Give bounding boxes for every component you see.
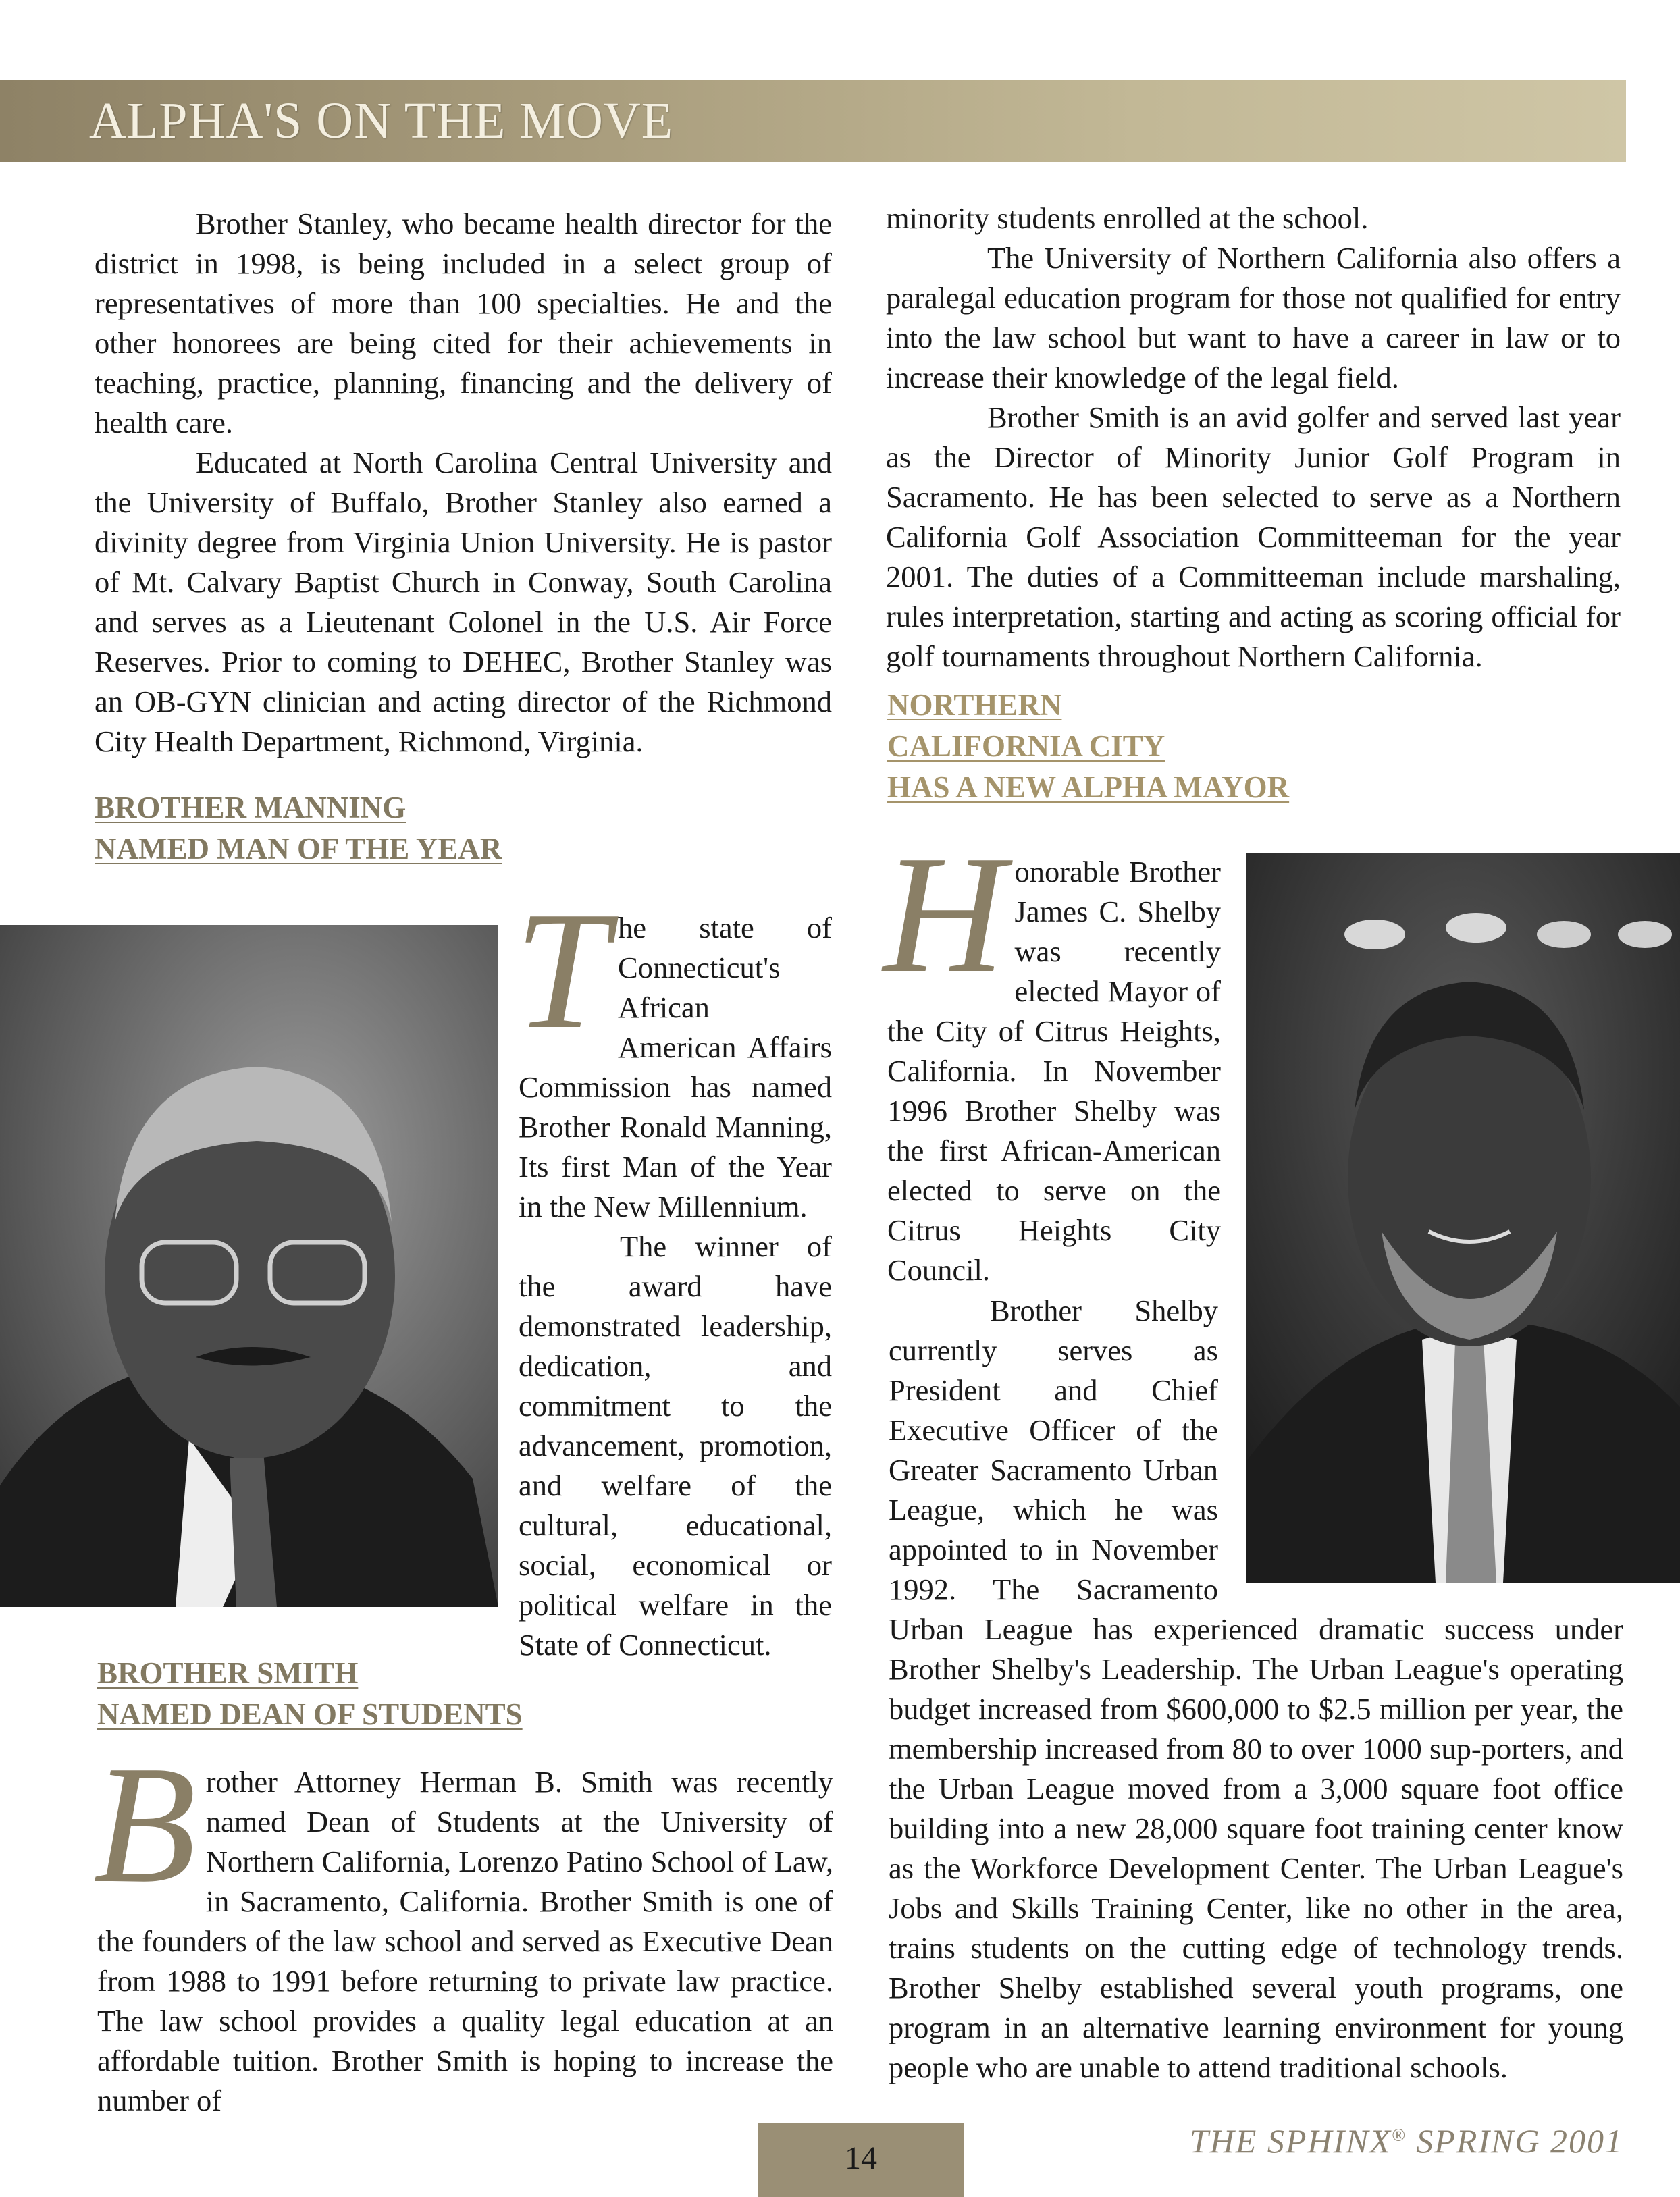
stanley-article <box>95 204 832 762</box>
shelby-dropcap: H <box>883 821 1005 1008</box>
shelby-heading-line-2: CALIFORNIA CITY <box>887 729 1165 763</box>
portrait-illustration <box>0 925 498 1607</box>
stanley-paragraph-1: Brother Stanley, who became health director for the district in 1998, is being included in a select group of representatives of more than 100 specialties. He and the other honorees are being cited for their achievements in teaching, practice, planning, financing and the delivery of health care. <box>95 207 832 440</box>
publication-footer <box>1190 2121 1623 2161</box>
smith-paragraph-1: rother Attorney Herman B. Smith was recently named Dean of Students at the University of Northern California, Lorenzo Patino School of Law, in Sacramento, California. Brother Smith is one of the founders of the law school and served as Executive Dean from 1988 to 1991 before returning to private law practice. The law school provides a quality legal education at an affordable tuition. Brother Smith is hoping to increase the number of <box>97 1765 833 2117</box>
smith-article-continued <box>886 198 1621 677</box>
manning-heading <box>95 787 702 870</box>
photo-wrap-spacer <box>1218 1291 1623 1581</box>
smith-continued-text: minority students enrolled at the school. <box>886 201 1369 235</box>
registered-mark: ® <box>1392 2125 1407 2145</box>
manning-heading-line-2: NAMED MAN OF THE YEAR <box>95 832 502 866</box>
smith-paragraph-3: Brother Smith is an avid golfer and served last year as the Director of Minority Junior Golf Program in Sacramento. He has been selected to serve as a Northern California Golf Association Committeeman for the year 2001. The duties of a Committeeman include marshaling, rules interpretation, starting and acting as scoring official for golf tournaments throughout Northern California. <box>886 400 1621 673</box>
shelby-article-continued <box>889 1291 1623 2088</box>
manning-paragraph-1: he state of Connecticut's African American Affairs Commission has named Brother Ronald Manning, Its first Man of the Year in the New Millennium. <box>519 911 832 1223</box>
shelby-heading-line-3: HAS A NEW ALPHA MAYOR <box>887 770 1290 804</box>
shelby-paragraph-1: onorable Brother James C. Shelby was recently elected Mayor of the City of Citrus Heights, California. In November 1996 Brother Shelby was the first African-American elected to serve on the Citrus Heights City Council. <box>887 855 1221 1287</box>
section-banner <box>0 80 1626 162</box>
manning-article <box>515 877 832 1665</box>
page-number-box <box>758 2123 964 2197</box>
manning-photo <box>0 925 498 1607</box>
publication-name: THE SPHINX <box>1189 2122 1392 2160</box>
issue-date: SPRING 2001 <box>1416 2122 1623 2160</box>
smith-heading-line-1: BROTHER SMITH <box>97 1656 359 1690</box>
shelby-article <box>883 821 1221 1290</box>
smith-heading <box>97 1653 705 1735</box>
manning-heading-line-1: BROTHER MANNING <box>95 791 406 824</box>
smith-paragraph-2: The University of Northern California also offers a paralegal education program for those not qualified for entry into the law school but want to have a career in law or to increase their knowledge of the legal field. <box>886 241 1621 394</box>
smith-heading-line-2: NAMED DEAN OF STUDENTS <box>97 1697 523 1731</box>
shelby-paragraph-2: Brother Shelby currently serves as President and Chief Executive Officer of the Greater Sacramento Urban League, which he was appointed to in November 1992. The Sacramento Urban League has experienced dramatic success under Brother Shelby's Leadership. The Urban League's operating budget increased from $600,000 to $2.5 million per year, the membership increased from 80 to over 1000 sup-porters, and the Urban League moved from a 3,000 square foot office building into a new 28,000 square foot training center know as the Workforce Development Center. The Urban League's Jobs and Skills Training Center, like no other in the area, trains students on the cutting edge of technology trends. Brother Shelby established several youth programs, one program in an alternative learning environment for young people who are unable to attend traditional schools. <box>889 1294 1623 2084</box>
shelby-heading <box>887 685 1563 808</box>
manning-dropcap: T <box>515 877 609 1064</box>
page-number: 14 <box>845 2140 877 2176</box>
stanley-paragraph-2: Educated at North Carolina Central University and the University of Buffalo, Brother Stanley also earned a divinity degree from Virginia Union University. He is pastor of Mt. Calvary Baptist Church in Conway, South Carolina and serves as a Lieutenant Colonel in the U.S. Air Force Reserves. Prior to coming to DEHEC, Brother Stanley was an OB-GYN clinician and acting director of the Richmond City Health Department, Richmond, Virginia. <box>95 446 832 758</box>
shelby-heading-line-1: NORTHERN <box>887 688 1062 722</box>
section-title: ALPHA'S ON THE MOVE <box>89 92 674 149</box>
smith-dropcap: B <box>93 1731 196 1918</box>
manning-paragraph-2: The winner of the award have demonstrated leadership, dedication, and commitment to the advancement, promotion, and welfare of the cultural, educational, social, economical or political welfare in the State of Connecticut. <box>519 1229 832 1662</box>
smith-article <box>93 1731 833 2121</box>
